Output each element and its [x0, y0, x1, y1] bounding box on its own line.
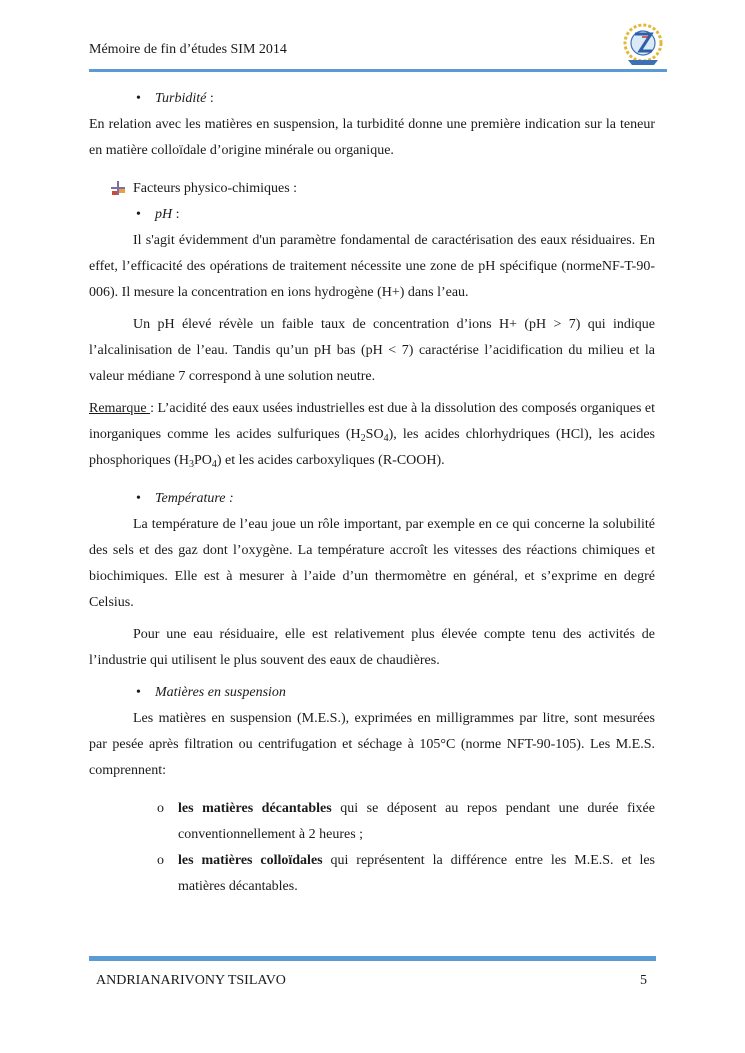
- paragraph-mes: Les matières en suspension (M.E.S.), exprimées en milligrammes par litre, sont mesurées par pesée après filtration ou centrifugation et séchage à 105°C (norme NFT-90-105). Les M.E.S. comprennent:: [89, 711, 655, 778]
- page-content: [89, 86, 655, 900]
- section-heading-temperature: • Température :: [89, 486, 655, 512]
- section-heading-turbidite: • Turbidité :: [89, 86, 655, 112]
- paragraph-turbidite: En relation avec les matières en suspension, la turbidité donne une première indication sur la teneur en matière colloïdale d’origine minérale ou organique.: [89, 117, 655, 158]
- paragraph-remarque: Remarque : L’acidité des eaux usées industrielles est due à la dissolution des composés organiques et inorganiques comme les acides sulfuriques $(H_2SO_4)$, les acides chlorhydriques (HCl), les acides phosphoriques $(H_3PO_4)$ et les acides carboxyliques (R-COOH).: [89, 401, 656, 470]
- section-heading-facteurs: [89, 176, 655, 202]
- remarque-label: Remarque: [89, 401, 151, 416]
- facteurs-label: Facteurs physico-chimiques :: [133, 181, 298, 196]
- page-number: 5: [640, 973, 647, 988]
- footer-rule: [89, 956, 656, 961]
- flag-bullet-icon: [111, 181, 125, 195]
- paragraph-ph-2: Un pH élevé révèle un faible taux de concentration d’ions H+ (pH > 7) qui indique l’alcalinisation de l’eau. Tandis qu’un pH bas (pH < 7) caractérise l’acidification du milieu et la valeur médiane 7 correspond à une solution neutre.: [89, 317, 655, 384]
- paragraph-ph-1: Il s'agit évidemment d'un paramètre fondamental de caractérisation des eaux résiduaires. En effet, l’efficacité des opérations de traitement nécessite une zone de pH spécifique (normeNF-T-90-006). Il mesure la concentration en ions hydrogène (H+) dans l’eau.: [89, 233, 655, 300]
- paragraph-temperature-1: La température de l’eau joue un rôle important, par exemple en ce qui concerne la solubilité des sels et des gaz dont l’oxygène. La température accroît les vitesses des réactions chimiques et biochimiques. Elle est à mesurer à l’aide d’un thermomètre en général, et s’exprime en degré Celsius.: [89, 517, 655, 610]
- school-emblem-icon: [618, 20, 668, 68]
- header-title: Mémoire de fin d’études SIM 2014: [89, 42, 287, 57]
- footer-author: ANDRIANARIVONY TSILAVO: [96, 973, 286, 988]
- header-rule: [89, 69, 667, 72]
- mes-list: [89, 796, 655, 900]
- section-heading-mes: • Matières en suspension: [89, 680, 655, 706]
- list-item: o les matières décantables qui se déposent au repos pendant une durée fixée conventionnellement à 2 heures ;: [157, 801, 655, 842]
- paragraph-temperature-2: Pour une eau résiduaire, elle est relativement plus élevée compte tenu des activités de l’industrie qui utilisent le plus souvent des eaux de chaudières.: [89, 627, 655, 668]
- list-item: o les matières colloïdales qui représentent la différence entre les M.E.S. et les matières décantables.: [157, 853, 655, 894]
- section-heading-ph: • pH :: [89, 202, 655, 228]
